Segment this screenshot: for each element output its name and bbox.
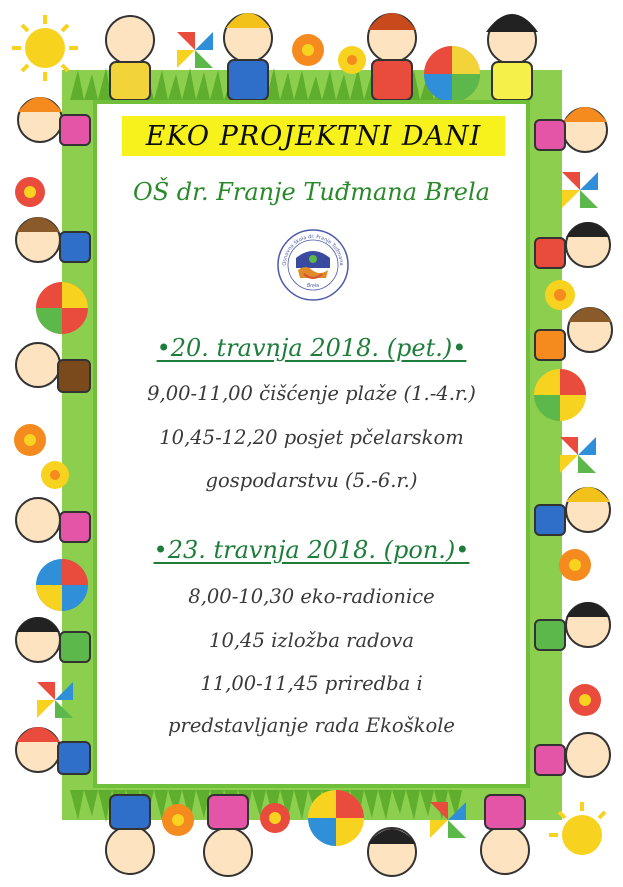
flower-left-3 <box>41 461 69 489</box>
flower-top-2 <box>338 46 366 74</box>
school-name: OŠ dr. Franje Tuđmana Brela <box>133 178 490 206</box>
flower-right-2 <box>559 549 591 581</box>
flower-left-1 <box>15 177 45 207</box>
day1-line-1: 9,00-11,00 čišćenje plaže (1.-4.r.) <box>147 382 476 405</box>
pinwheel-top <box>177 32 213 68</box>
kid-figure-bottom-2 <box>204 795 252 876</box>
day2-line-2: 10,45 izložba radova <box>209 629 414 652</box>
flower-right-3 <box>569 684 601 716</box>
kid-figure-bottom-4 <box>481 795 529 874</box>
pinwheel-right-1 <box>562 172 598 208</box>
flower-bottom-1 <box>162 804 194 836</box>
flower-bottom-2 <box>260 803 290 833</box>
day2-line-4: predstavljanje rada Ekoškole <box>168 714 455 737</box>
kid-figure-top-1 <box>106 16 154 100</box>
kid-figure-top-4 <box>486 14 538 100</box>
day1-heading: •20. travnja 2018. (pet.)• <box>156 334 467 362</box>
beach-ball-top <box>424 46 480 102</box>
logo-ring-text-bottom: Brela <box>306 282 320 290</box>
day2-line-3: 11,00-11,45 priredba i <box>200 672 423 695</box>
day1-line-2: 10,45-12,20 posjet pčelarskom <box>159 426 464 449</box>
kid-figure-top-2 <box>224 13 272 100</box>
day2-line-1: 8,00-10,30 eko-radionice <box>188 585 435 608</box>
day1-line-3: gospodarstvu (5.-6.r.) <box>205 469 418 492</box>
flower-right-1 <box>545 280 575 310</box>
beach-ball-left-1 <box>36 282 88 334</box>
beach-ball-right-1 <box>534 369 586 421</box>
school-logo <box>276 228 350 302</box>
beach-ball-bottom <box>308 790 364 846</box>
flower-left-2 <box>14 424 46 456</box>
kid-figure-top-3 <box>368 13 416 100</box>
kid-figure-bottom-3 <box>368 828 416 876</box>
kid-figure-bottom-1 <box>106 795 154 874</box>
day2-heading: •23. travnja 2018. (pon.)• <box>153 536 470 564</box>
poster-title: EKO PROJEKTNI DANI <box>122 116 505 156</box>
beach-ball-left-2 <box>36 559 88 611</box>
pinwheel-right-2 <box>560 437 596 473</box>
logo-ring-text-top: Osnovna škola dr. Franje Tuđmana <box>281 233 345 266</box>
flower-top-1 <box>292 34 324 66</box>
